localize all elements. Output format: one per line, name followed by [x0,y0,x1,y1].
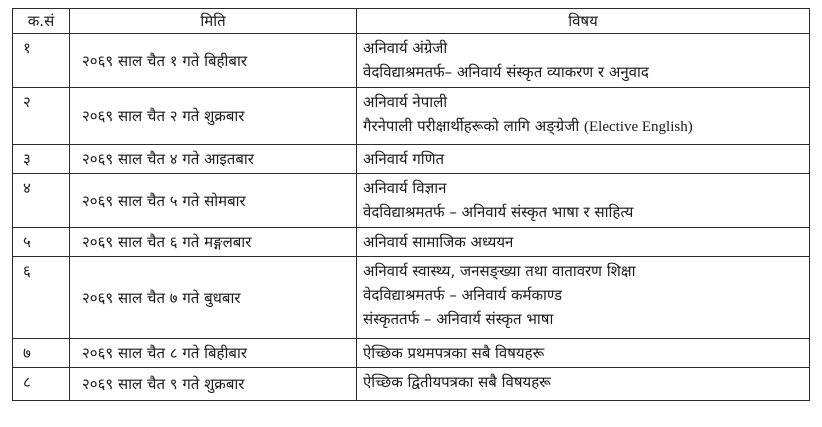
row-subjects [357,257,810,339]
row-number: ८ [13,368,70,401]
subject-english-note: (Elective English) [584,119,693,135]
subject-line: वेदविद्याश्रमतर्फ– अनिवार्य संस्कृत व्याकरण र अनुवाद [363,63,649,81]
row-subjects [357,228,810,257]
exam-schedule [12,8,810,401]
row-date: २०६९ साल चैत ४ गते आइतबार [70,145,357,174]
subject-line: संस्कृततर्फ – अनिवार्य संस्कृत भाषा [363,310,554,328]
row-subjects [357,88,810,145]
row-number: ७ [13,339,70,368]
subject-line: अनिवार्य गणित [363,150,445,168]
subject-line: वेदविद्याश्रमतर्फ – अनिवार्य कर्मकाण्ड [363,286,563,304]
row-subjects [357,368,810,401]
header-row [13,9,810,34]
row-date: २०६९ साल चैत ५ गते सोमबार [70,174,357,228]
exam-schedule-table [12,8,810,401]
subject-text: गैरनेपाली परीक्षार्थीहरूको लागि अङ्ग्रेजी [363,117,580,135]
header-subject: विषय [357,9,810,34]
header-date: मिति [70,9,357,34]
row-number: ४ [13,174,70,228]
subject-line: ऐच्छिक द्वितीयपत्रका सबै विषयहरू [363,373,551,391]
row-subjects [357,145,810,174]
table-row [13,145,810,174]
table-row [13,34,810,88]
table-row [13,174,810,228]
row-date: २०६९ साल चैत ९ गते शुक्रबार [70,368,357,401]
table-row [13,88,810,145]
row-date: २०६९ साल चैत ६ गते मङ्गलबार [70,228,357,257]
row-date: २०६९ साल चैत ८ गते बिहीबार [70,339,357,368]
row-number: २ [13,88,70,145]
subject-line: ऐच्छिक प्रथमपत्रका सबै विषयहरू [363,344,545,362]
row-number: १ [13,34,70,88]
header-number: क.सं [13,9,70,34]
subject-line: वेदविद्याश्रमतर्फ – अनिवार्य संस्कृत भाषा र साहित्य [363,203,634,221]
table-row [13,368,810,401]
row-subjects [357,339,810,368]
subject-line-with-note [363,114,809,139]
subject-line: अनिवार्य विज्ञान [363,179,447,197]
subject-line: अनिवार्य सामाजिक अध्ययन [363,233,514,251]
row-number: ६ [13,257,70,339]
row-subjects [357,34,810,88]
table-row [13,339,810,368]
subject-line: अनिवार्य स्वास्थ्य, जनसङ्ख्या तथा वातावरण शिक्षा [363,262,636,280]
table-row [13,257,810,339]
subject-line: अनिवार्य नेपाली [363,93,448,111]
row-date: २०६९ साल चैत ७ गते बुधबार [70,257,357,339]
table-row [13,228,810,257]
subject-line: अनिवार्य अंग्रेजी [363,39,448,57]
row-number: ५ [13,228,70,257]
row-subjects [357,174,810,228]
row-date: २०६९ साल चैत २ गते शुक्रबार [70,88,357,145]
row-number: ३ [13,145,70,174]
row-date: २०६९ साल चैत १ गते बिहीबार [70,34,357,88]
